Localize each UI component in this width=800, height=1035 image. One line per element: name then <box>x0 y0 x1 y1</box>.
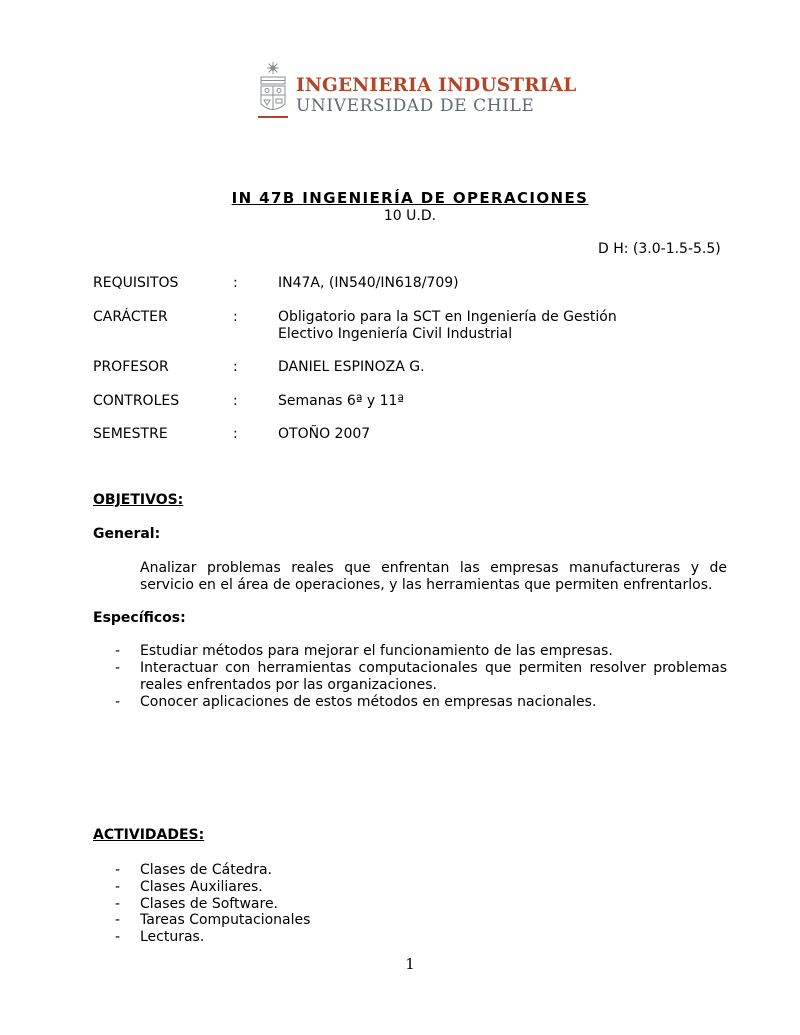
info-label-semestre: SEMESTRE <box>93 426 168 442</box>
info-value-semestre: OTOÑO 2007 <box>278 426 371 442</box>
info-colon: : <box>233 359 238 375</box>
actividad-text: Clases Auxiliares. <box>140 879 263 895</box>
course-hours: D H: (3.0-1.5-5.5) <box>598 241 721 257</box>
bullet-dash: - <box>115 660 121 676</box>
info-label-profesor: PROFESOR <box>93 359 169 375</box>
objetivos-heading: OBJETIVOS: <box>93 492 184 508</box>
especifico-text: Conocer aplicaciones de estos métodos en empresas nacionales. <box>140 694 597 710</box>
info-value-profesor: DANIEL ESPINOZA G. <box>278 359 425 375</box>
actividad-text: Tareas Computacionales <box>140 912 311 928</box>
bullet-dash: - <box>115 879 121 895</box>
info-label-controles: CONTROLES <box>93 393 180 409</box>
info-colon: : <box>233 393 238 409</box>
actividad-text: Clases de Software. <box>140 896 279 912</box>
actividad-text: Clases de Cátedra. <box>140 862 272 878</box>
info-colon: : <box>233 309 238 325</box>
especifico-text: Interactuar con herramientas computacionales que permiten resolver problemas reales enfrentados por las organizaciones. <box>140 660 727 693</box>
university-logo <box>258 60 577 120</box>
especificos-heading: Específicos: <box>93 610 186 626</box>
info-colon: : <box>233 426 238 442</box>
logo-title: INGENIERIA INDUSTRIAL <box>296 75 577 96</box>
bullet-dash: - <box>115 643 121 659</box>
info-value-caracter-2: Electivo Ingeniería Civil Industrial <box>278 326 513 342</box>
especifico-text: Estudiar métodos para mejorar el funcionamiento de las empresas. <box>140 643 613 659</box>
bullet-dash: - <box>115 862 121 878</box>
info-label-requisitos: REQUISITOS <box>93 275 179 291</box>
bullet-dash: - <box>115 912 121 928</box>
university-crest-icon <box>258 60 292 120</box>
actividad-text: Lecturas. <box>140 929 205 945</box>
bullet-dash: - <box>115 896 121 912</box>
course-title: IN 47B INGENIERÍA DE OPERACIONES <box>231 189 589 207</box>
course-units: 10 U.D. <box>383 208 437 224</box>
general-heading: General: <box>93 526 161 542</box>
info-colon: : <box>233 275 238 291</box>
info-value-controles: Semanas 6ª y 11ª <box>278 393 405 409</box>
info-value-caracter: Obligatorio para la SCT en Ingeniería de Gestión <box>278 309 617 325</box>
logo-subtitle: UNIVERSIDAD DE CHILE <box>296 96 535 116</box>
info-label-caracter: CARÁCTER <box>93 309 168 325</box>
actividades-heading: ACTIVIDADES: <box>93 827 205 843</box>
info-value-requisitos: IN47A, (IN540/IN618/709) <box>278 275 459 291</box>
bullet-dash: - <box>115 929 121 945</box>
bullet-dash: - <box>115 694 121 710</box>
page-number: 1 <box>405 955 415 973</box>
general-paragraph: Analizar problemas reales que enfrentan las empresas manufactureras y de servicio en el área de operaciones, y las herramientas que permiten enfrentarlos. <box>140 560 727 593</box>
